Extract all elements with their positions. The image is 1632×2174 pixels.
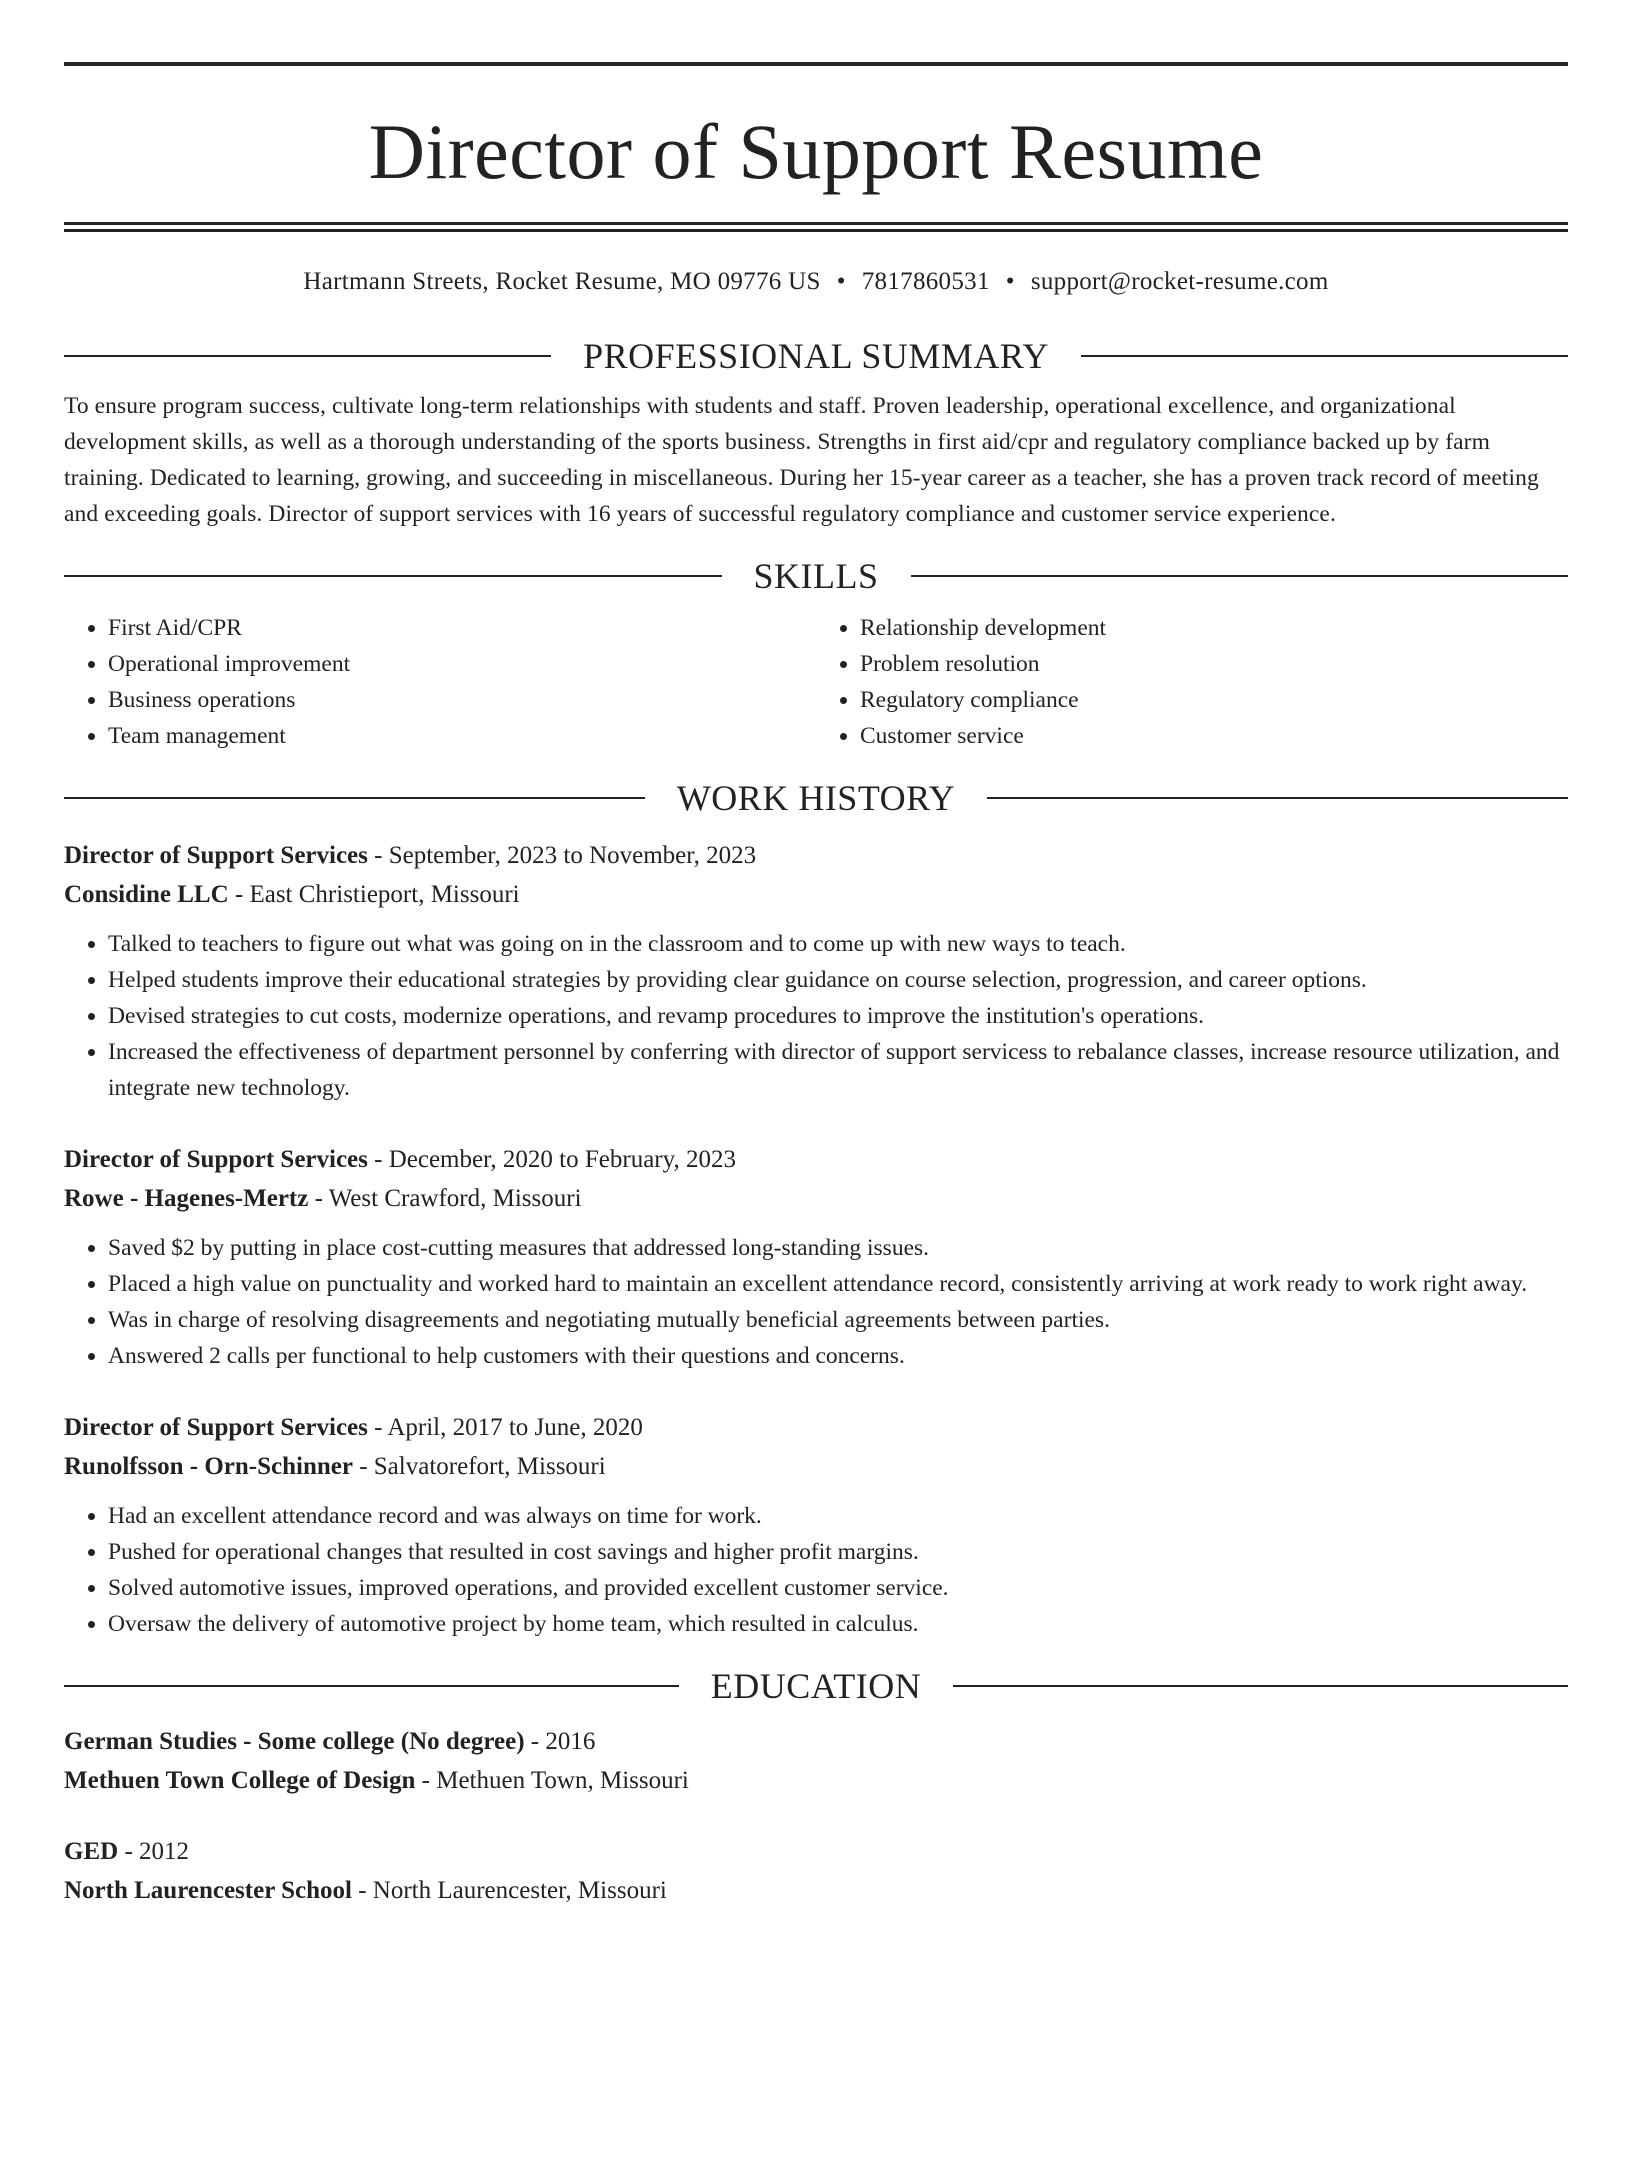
skill-item: • Team management — [108, 718, 816, 754]
skills-heading-label: SKILLS — [753, 556, 879, 596]
job-bullets — [64, 1498, 1568, 1642]
job-title-line — [64, 1408, 1568, 1447]
heading-rule — [64, 355, 551, 357]
skill-item: • Problem resolution — [860, 646, 1568, 682]
job-bullet: • Was in charge of resolving disagreements and negotiating mutually beneficial agreements between parties. — [108, 1302, 1568, 1338]
skills-heading — [64, 554, 1568, 598]
job-dates: - April, 2017 to June, 2020 — [367, 1414, 643, 1441]
job-bullet: • Increased the effectiveness of department personnel by conferring with director of support servicess to rebalance classes, increase resource utilization, and integrate new technology. — [108, 1034, 1568, 1106]
summary-heading-label: PROFESSIONAL SUMMARY — [583, 336, 1049, 376]
skill-item: • Business operations — [108, 682, 816, 718]
job-bullet: • Saved $2 by putting in place cost-cutting measures that addressed long-standing issues. — [108, 1230, 1568, 1266]
education-degree: GED — [64, 1838, 119, 1865]
job-company-line — [64, 1179, 1568, 1218]
job-bullet: • Had an excellent attendance record and was always on time for work. — [108, 1498, 1568, 1534]
heading-rule — [953, 1685, 1568, 1687]
contact-address: Hartmann Streets, Rocket Resume, MO 09776 US — [303, 268, 821, 295]
education-heading-label: EDUCATION — [710, 1666, 922, 1706]
skills-column-right — [816, 610, 1568, 754]
job-location: - East Christieport, Missouri — [228, 881, 520, 908]
education-degree-line — [64, 1832, 1568, 1871]
job-title-line — [64, 836, 1568, 875]
education-degree: German Studies - Some college (No degree) — [64, 1728, 525, 1755]
heading-rule — [987, 797, 1568, 799]
contact-line — [64, 266, 1568, 298]
education-degree-line — [64, 1722, 1568, 1761]
job-company: Considine LLC — [64, 881, 229, 908]
heading-rule — [64, 1685, 679, 1687]
job-location: - West Crawford, Missouri — [308, 1185, 582, 1212]
skills-list — [64, 610, 1568, 754]
education-heading — [64, 1664, 1568, 1708]
contact-email: support@rocket-resume.com — [1030, 268, 1329, 295]
summary-text: To ensure program success, cultivate long-term relationships with students and staff. Proven leadership, operational excellence, and organizational development skills, as well as a thorough understanding of the sports business. Strengths in first aid/cpr and regulatory compliance backed up by farm training. Dedicated to learning, growing, and succeeding in miscellaneous. During her 15-year career as a teacher, she has a proven track record of meeting and exceeding goals. Director of support services with 16 years of successful regulatory compliance and customer service experience. — [64, 393, 1539, 527]
skill-item: • Relationship development — [860, 610, 1568, 646]
job-bullet: • Devised strategies to cut costs, modernize operations, and revamp procedures to improve the institution's operations. — [108, 998, 1568, 1034]
job-bullet: • Answered 2 calls per functional to help customers with their questions and concerns. — [108, 1338, 1568, 1374]
education-school: North Laurencester School — [64, 1877, 352, 1904]
contact-phone: 7817860531 — [861, 268, 990, 295]
heading-rule — [64, 575, 722, 577]
heading-rule — [911, 575, 1569, 577]
heading-rule — [64, 797, 645, 799]
job-company-line — [64, 875, 1568, 914]
job-title-line — [64, 1140, 1568, 1179]
job-location: - Salvatorefort, Missouri — [352, 1453, 606, 1480]
education-school: Methuen Town College of Design — [64, 1767, 416, 1794]
work-heading-label: WORK HISTORY — [676, 778, 956, 818]
resume-page — [0, 62, 1632, 2174]
job-entry — [64, 836, 1568, 1106]
job-title: Director of Support Services — [64, 1414, 368, 1441]
job-title: Director of Support Services — [64, 1146, 368, 1173]
education-school-line — [64, 1761, 1568, 1800]
contact-separator: • — [1005, 268, 1015, 295]
job-bullet: • Pushed for operational changes that resulted in cost savings and higher profit margins. — [108, 1534, 1568, 1570]
job-bullet: • Helped students improve their educational strategies by providing clear guidance on course selection, progression, and career options. — [108, 962, 1568, 998]
work-heading — [64, 776, 1568, 820]
job-dates: - December, 2020 to February, 2023 — [367, 1146, 736, 1173]
job-bullet: • Placed a high value on punctuality and worked hard to maintain an excellent attendance record, consistently arriving at work ready to work right away. — [108, 1266, 1568, 1302]
double-rule — [64, 222, 1568, 232]
skill-item: • Regulatory compliance — [860, 682, 1568, 718]
education-year: - 2012 — [118, 1838, 190, 1865]
job-title: Director of Support Services — [64, 842, 368, 869]
education-school-line — [64, 1871, 1568, 1910]
education-location: - North Laurencester, Missouri — [351, 1877, 667, 1904]
skill-item: • Operational improvement — [108, 646, 816, 682]
contact-separator: • — [836, 268, 846, 295]
education-entry — [64, 1832, 1568, 1910]
job-entry — [64, 1140, 1568, 1374]
job-company-line — [64, 1447, 1568, 1486]
job-bullet: • Oversaw the delivery of automotive project by home team, which resulted in calculus. — [108, 1606, 1568, 1642]
job-bullet: • Solved automotive issues, improved operations, and provided excellent customer service. — [108, 1570, 1568, 1606]
education-entry — [64, 1722, 1568, 1800]
job-dates: - September, 2023 to November, 2023 — [367, 842, 757, 869]
job-bullets — [64, 926, 1568, 1106]
heading-rule — [1081, 355, 1568, 357]
education-location: - Methuen Town, Missouri — [415, 1767, 689, 1794]
job-entry — [64, 1408, 1568, 1642]
job-company: Runolfsson - Orn-Schinner — [64, 1453, 353, 1480]
job-bullets — [64, 1230, 1568, 1374]
skills-column-left — [64, 610, 816, 754]
job-bullet: • Talked to teachers to figure out what was going on in the classroom and to come up with new ways to teach. — [108, 926, 1568, 962]
resume-title: Director of Support Resume — [368, 108, 1264, 195]
skill-item: • First Aid/CPR — [108, 610, 816, 646]
skill-item: • Customer service — [860, 718, 1568, 754]
summary-heading — [64, 334, 1568, 378]
education-year: - 2016 — [524, 1728, 596, 1755]
job-company: Rowe - Hagenes-Mertz — [64, 1185, 309, 1212]
